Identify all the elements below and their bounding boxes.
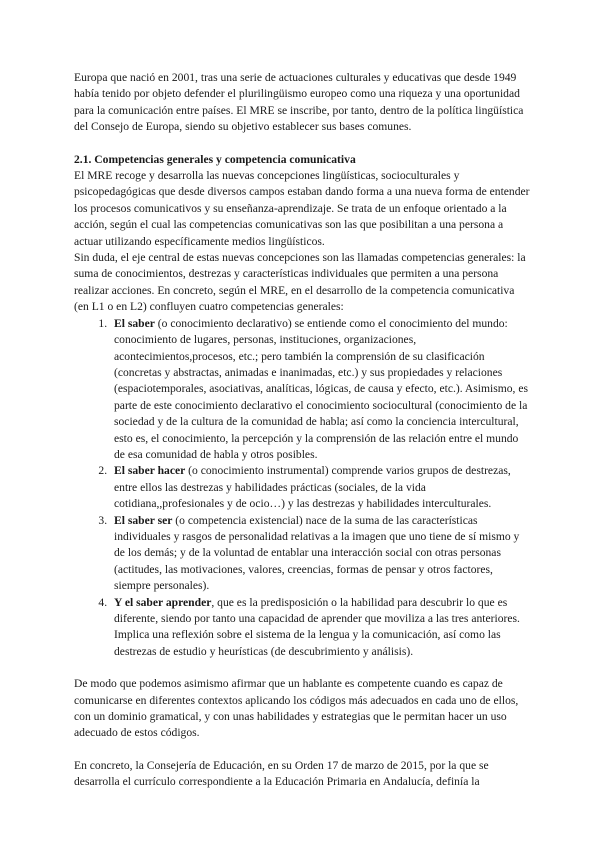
list-item-text: , que es la predisposición o la habilidad para descubrir lo que es diferente, siendo por tanto una capacidad de aprender que moviliza a las tres anteriores. Implica una reflexión sobre el sistema de la lengua y la comunicación, así como las destrezas de estudio y heurísticas (de descubrimiento y análisis). — [114, 595, 520, 658]
list-item-term: El saber ser — [114, 513, 173, 527]
list-item-text: (o conocimiento declarativo) se entiende como el conocimiento del mundo: conocimiento de lugares, personas, instituciones, organizaciones, acontecimientos,procesos, etc.; pero también la comprensión de su clasificación (concretas y abstractas, animadas e inanimadas, etc.) y sus propiedades y relaciones (espaciotemporales, asociativas, analíticas, lógicas, de causa y efecto, etc.). Asimismo, es parte de este conocimiento declarativo el conocimiento sociocultural (conocimiento de la sociedad y de la cultura de la comunidad de habla; así como la conciencia intercultural, esto es, el conocimiento, la percepción y la comprensión de las relación entre el mundo de esa comunidad de habla y otros posibles. — [114, 316, 529, 461]
spacer — [74, 136, 530, 152]
list-item — [110, 463, 530, 512]
intro-paragraph: Europa que nació en 2001, tras una serie de actuaciones culturales y educativas que desde 1949 había tenido por objeto defender el plurilingüismo europeo como una riqueza y una oportunidad para la comunicación entre países. El MRE se inscribe, por tanto, dentro de la política lingüística del Consejo de Europa, siendo su objetivo establecer sus bases comunes. — [74, 71, 524, 134]
section-paragraph-2: Sin duda, el eje central de estas nuevas concepciones son las llamadas competencias generales: la suma de conocimientos, destrezas y características individuales que permiten a una persona realizar acciones. En concreto, según el MRE, en el desarrollo de la competencia comunicativa (en L1 o en L2) confluyen cuatro competencias generales: — [74, 251, 526, 314]
spacer — [74, 742, 530, 758]
list-item-text: (o conocimiento instrumental) comprende varios grupos de destrezas, entre ellos las destrezas y habilidades prácticas (sociales, de la vida cotidiana,,profesionales y de ocio…) y las destrezas y habilidades interculturales. — [114, 464, 511, 511]
list-item — [110, 316, 530, 464]
section-paragraph-1: El MRE recoge y desarrolla las nuevas concepciones lingüísticas, socioculturales y psicopedagógicas que desde diversos campos estaban dando forma a una nueva forma de entender los procesos comunicativos y su enseñanza-aprendizaje. Se trata de un enfoque orientado a la acción, según el cual las competencias comunicativas son las que posibilitan a una persona a actuar utilizando específicamente medios lingüísticos. — [74, 169, 530, 248]
list-item — [110, 513, 530, 595]
conclusion-paragraph: De modo que podemos asimismo afirmar que un hablante es competente cuando es capaz de comunicarse en diferentes contextos aplicando los códigos más adecuados en cada uno de ellos, con un dominio gramatical, y con unas habilidades y estrategias que le permitan hacer un uso adecuado de estos códigos. — [74, 677, 519, 740]
list-item — [110, 595, 530, 661]
section-heading: 2.1. Competencias generales y competencia comunicativa — [74, 152, 356, 166]
list-item-term: Y el saber aprender — [114, 595, 212, 609]
closing-paragraph: En concreto, la Consejería de Educación, en su Orden 17 de marzo de 2015, por la que se desarrolla el currículo correspondiente a la Educación Primaria en Andalucía, definía la — [74, 758, 489, 789]
list-item-term: El saber — [114, 316, 155, 330]
competencies-list — [74, 316, 530, 661]
spacer — [74, 660, 530, 676]
list-item-text: (o competencia existencial) nace de la suma de las características individuales y rasgos de personalidad relativas a la imagen que uno tiene de sí mismo y de los demás; y de la voluntad de entablar una interacción social con otras personas (actitudes, las motivaciones, valores, creencias, formas de pensar y otros factores, siempre personales). — [114, 513, 520, 593]
list-item-term: El saber hacer — [114, 464, 186, 478]
